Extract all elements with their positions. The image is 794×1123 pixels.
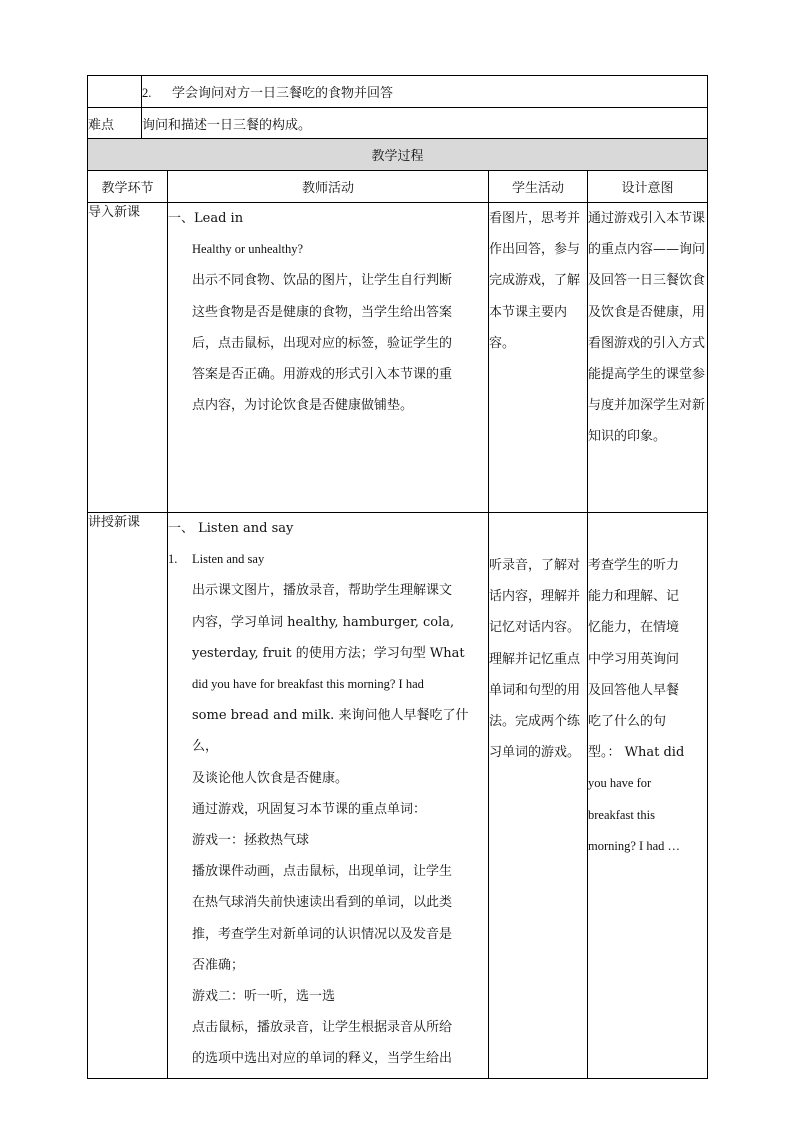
teacher-line: did you have for breakfast this morning? I had (192, 677, 424, 692)
intent-line: 型。： What did (588, 745, 685, 761)
teacher-line: 出示不同食物、饮品的图片，让学生自行判断 (192, 273, 453, 289)
design-intent-cell (588, 513, 708, 1079)
header-teacher: 教师活动 (168, 171, 489, 203)
header-student: 学生活动 (489, 171, 588, 203)
teacher-line: 后，点击鼠标，出现对应的标签，验证学生的 (192, 335, 453, 351)
teacher-line: 内容，学习单词 healthy, hamburger, cola, (192, 614, 455, 630)
header-stage: 教学环节 (88, 171, 168, 203)
teacher-item-number: 1. (168, 552, 178, 567)
teacher-line: 否准确； (192, 957, 245, 973)
teacher-line: 出示课文图片，播放录音，帮助学生理解课文 (192, 583, 453, 599)
student-activity-cell: 听录音，了解对话内容，理解并记忆对话内容。理解并记忆重点单词和句型的用法。完成两个练习单词的游戏。 (489, 513, 588, 1079)
teacher-line: 游戏二：听一听，选一选 (192, 989, 336, 1005)
difficulty-label: 难点 (88, 108, 142, 139)
design-intent-cell: 通过游戏引入本节课的重点内容——询问及回答一日三餐饮食及饮食是否健康，用看图游戏的引入方式能提高学生的课堂参与度并加深学生对新知识的印象。 (588, 203, 708, 513)
teacher-line: 推，考查学生对新单词的认识情况以及发音是 (192, 926, 453, 942)
column-header-row (88, 171, 708, 203)
teacher-line: 这些食物是否是健康的食物，当学生给出答案 (192, 304, 453, 320)
table-row (88, 203, 708, 513)
teacher-line: 点击鼠标，播放录音，让学生根据录音从所给 (192, 1020, 453, 1036)
objective-cell (142, 76, 708, 108)
objective-row (88, 76, 708, 108)
stage-cell: 导入新课 (88, 203, 168, 513)
intent-line: 能力和理解、记 (588, 589, 680, 605)
teacher-item (168, 544, 488, 575)
teacher-line: yesterday, fruit 的使用方法；学习句型 What (192, 645, 465, 661)
intent-line: 考查学生的听力 (588, 558, 680, 573)
intent-line: breakfast this (588, 807, 655, 822)
intent-line: 吃了什么的句 (588, 714, 667, 730)
objective-number: 2. (142, 86, 152, 100)
teacher-line: 答案是否正确。用游戏的形式引入本节课的重 (192, 367, 453, 383)
teacher-heading: 一、 Listen and say (168, 521, 294, 536)
table-row (88, 513, 708, 1079)
teacher-activity-cell (168, 513, 489, 1079)
teacher-line: 游戏一：拯救热气球 (192, 833, 310, 849)
process-title: 教学过程 (88, 139, 708, 171)
teacher-line: 的选项中选出对应的单词的释义，当学生给出 (192, 1051, 453, 1067)
teacher-line: 及谈论他人饮食是否健康。 (192, 770, 349, 786)
teacher-line: 点内容，为讨论饮食是否健康做铺垫。 (192, 398, 414, 414)
teacher-line: some bread and milk. 来询问他人早餐吃了什么， (192, 708, 469, 755)
intent-line: you have for (588, 776, 652, 791)
intent-line: 忆能力，在情境 (588, 620, 680, 636)
teacher-item-title: Listen and say (192, 552, 265, 567)
student-activity-cell: 看图片，思考并作出回答，参与完成游戏，了解本节课主要内容。 (489, 203, 588, 513)
difficulty-text: 询问和描述一日三餐的构成。 (142, 108, 708, 139)
objective-blank-cell (88, 76, 142, 108)
intent-line: 及回答他人早餐 (588, 682, 680, 698)
objective-text: 学会询问对方一日三餐吃的食物并回答 (172, 86, 394, 101)
header-intent: 设计意图 (588, 171, 708, 203)
teacher-line: 在热气球消失前快速读出看到的单词，以此类 (192, 895, 453, 911)
stage-cell: 讲授新课 (88, 513, 168, 1079)
teacher-activity-cell (168, 203, 489, 513)
difficulty-row (88, 108, 708, 139)
teacher-line: 通过游戏，巩固复习本节课的重点单词： (192, 801, 427, 817)
teacher-heading: 一、Lead in (168, 211, 244, 226)
teacher-line: 播放课件动画，点击鼠标，出现单词，让学生 (192, 864, 453, 880)
intent-line: 中学习用英询问 (588, 651, 680, 667)
intent-line: morning? I had … (588, 838, 680, 853)
teacher-line: Healthy or unhealthy? (192, 242, 304, 257)
lesson-plan-table (87, 75, 708, 1079)
process-title-row (88, 139, 708, 171)
